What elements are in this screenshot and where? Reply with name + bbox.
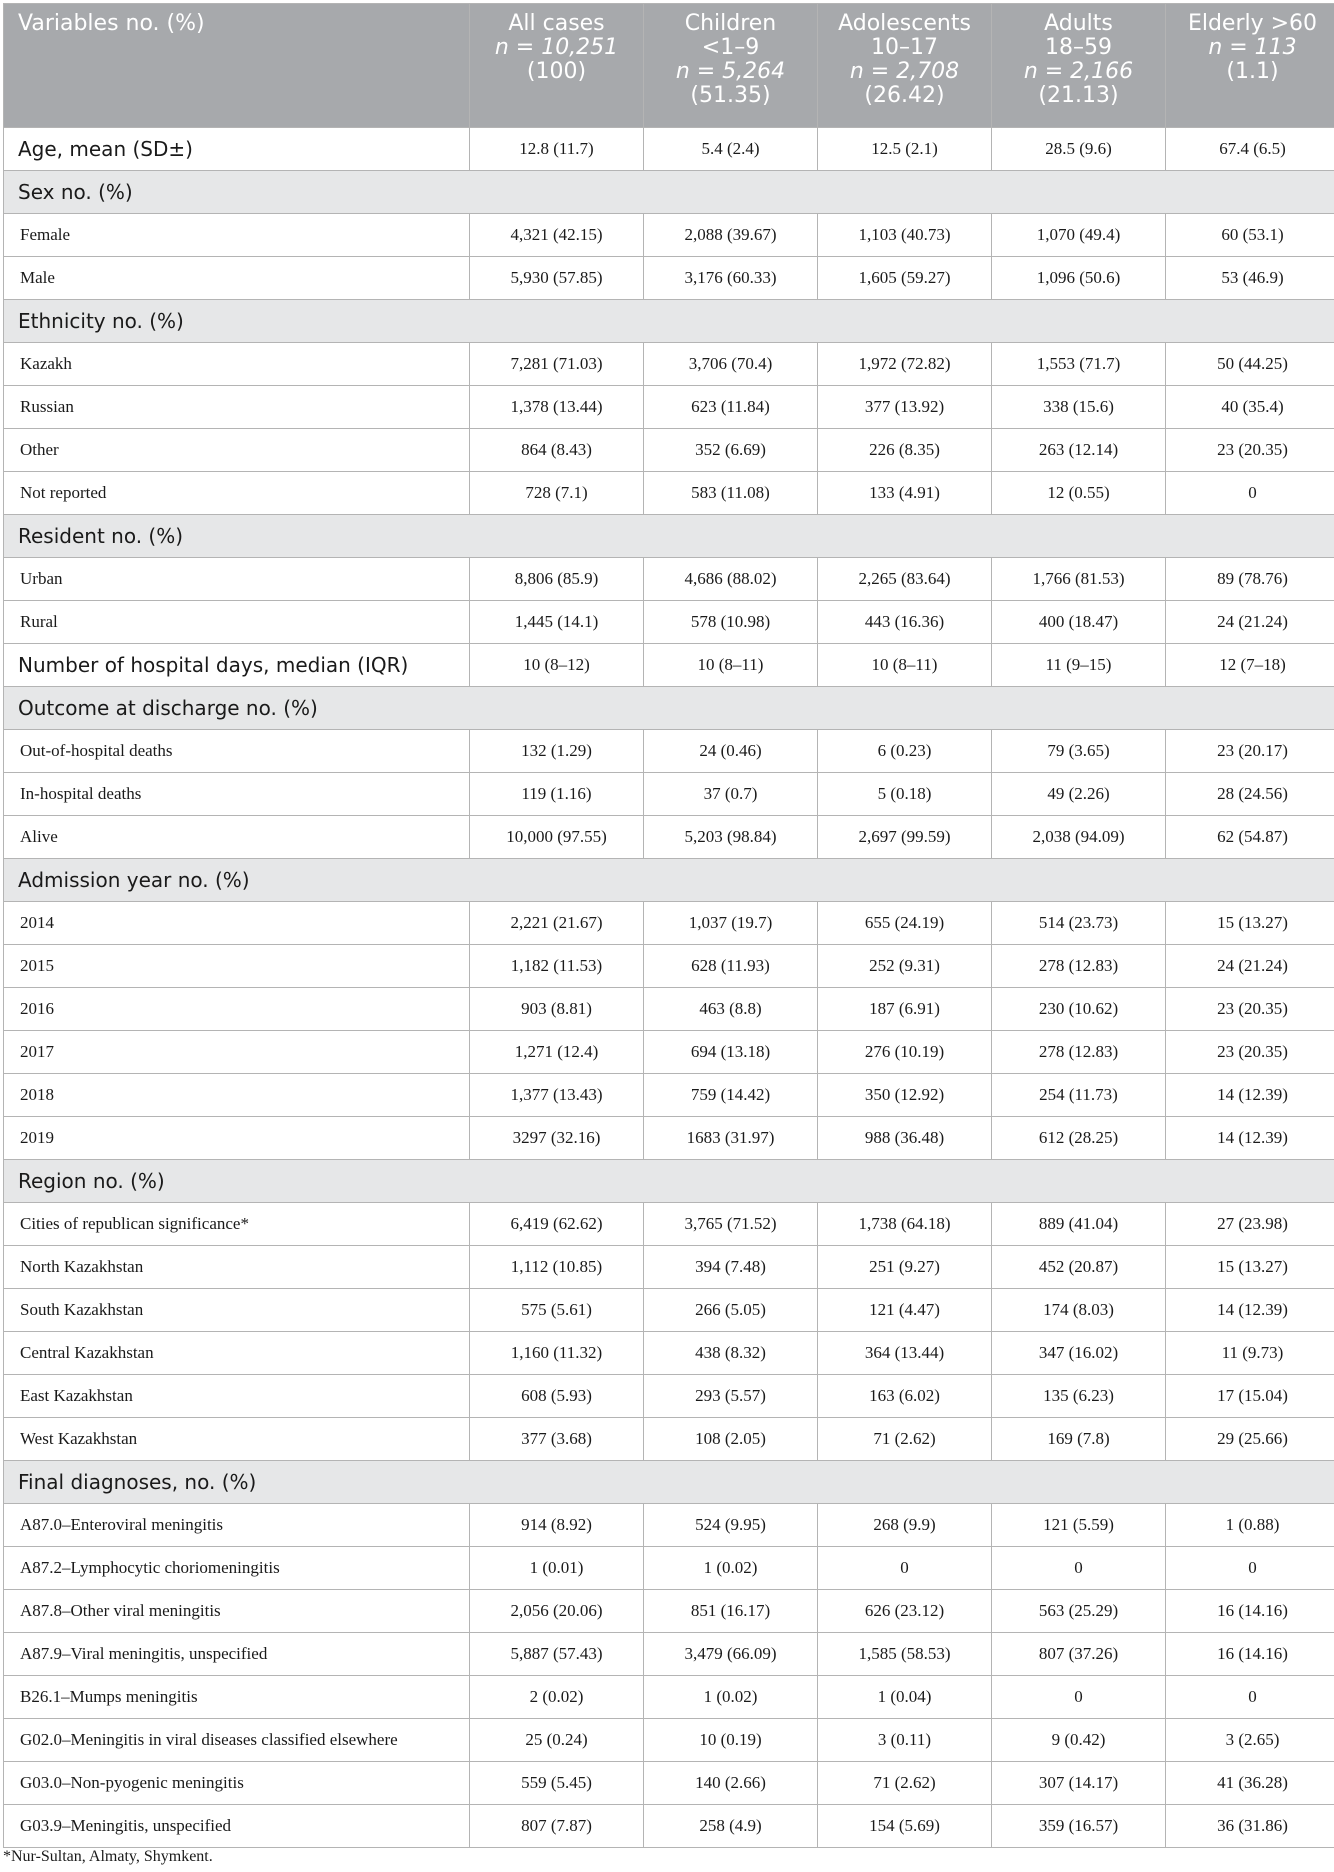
table-cell: 1,738 (64.18): [818, 1203, 992, 1246]
table-cell: 9 (0.42): [992, 1719, 1166, 1762]
table-cell: 15 (13.27): [1166, 1246, 1334, 1289]
table-cell: 1,445 (14.1): [470, 601, 644, 644]
header-line: 10–17: [871, 35, 938, 60]
table-cell: 728 (7.1): [470, 472, 644, 515]
header-line: n = 2,708: [849, 59, 960, 84]
table-cell: 17 (15.04): [1166, 1375, 1334, 1418]
table-cell: 163 (6.02): [818, 1375, 992, 1418]
table-cell: 851 (16.17): [644, 1590, 818, 1633]
table-row: [4, 1805, 1334, 1848]
table-cell: 1,096 (50.6): [992, 257, 1166, 300]
table-row: [4, 1633, 1334, 1676]
table-row: [4, 558, 1334, 601]
table-row: [4, 472, 1334, 515]
table-cell: 121 (4.47): [818, 1289, 992, 1332]
table-cell: 0: [1166, 1547, 1334, 1590]
header-all-cases: [470, 4, 644, 128]
table-cell: 1,766 (81.53): [992, 558, 1166, 601]
table-cell: 29 (25.66): [1166, 1418, 1334, 1461]
table-cell: 377 (3.68): [470, 1418, 644, 1461]
table-cell: 24 (21.24): [1166, 601, 1334, 644]
table-cell: 140 (2.66): [644, 1762, 818, 1805]
table-cell: 452 (20.87): [992, 1246, 1166, 1289]
table-cell: 3 (2.65): [1166, 1719, 1334, 1762]
table-row: [4, 1590, 1334, 1633]
table-cell: 2,697 (99.59): [818, 816, 992, 859]
table-row: [4, 1332, 1334, 1375]
row-label: Central Kazakhstan: [4, 1332, 470, 1375]
table-row: [4, 1418, 1334, 1461]
section-label: Ethnicity no. (%): [4, 300, 1334, 343]
table-cell: 16 (14.16): [1166, 1633, 1334, 1676]
header-line: <1–9: [701, 35, 760, 60]
header-children: [644, 4, 818, 128]
row-label: Male: [4, 257, 470, 300]
table-cell: 79 (3.65): [992, 730, 1166, 773]
table-cell: 5,930 (57.85): [470, 257, 644, 300]
table-cell: 11 (9–15): [992, 644, 1166, 687]
table-cell: 514 (23.73): [992, 902, 1166, 945]
table-row: [4, 343, 1334, 386]
table-cell: 5 (0.18): [818, 773, 992, 816]
section-label: Final diagnoses, no. (%): [4, 1461, 1334, 1504]
table-cell: 119 (1.16): [470, 773, 644, 816]
table-cell: 15 (13.27): [1166, 902, 1334, 945]
header-adolescents: [818, 4, 992, 128]
row-label: South Kazakhstan: [4, 1289, 470, 1332]
table-cell: 1683 (31.97): [644, 1117, 818, 1160]
table-cell: 1,605 (59.27): [818, 257, 992, 300]
table-cell: 1,972 (72.82): [818, 343, 992, 386]
table-row: [4, 1504, 1334, 1547]
table-cell: 293 (5.57): [644, 1375, 818, 1418]
table-row: [4, 988, 1334, 1031]
table-cell: 352 (6.69): [644, 429, 818, 472]
table-cell: 988 (36.48): [818, 1117, 992, 1160]
table-cell: 3 (0.11): [818, 1719, 992, 1762]
row-label: 2017: [4, 1031, 470, 1074]
table-cell: 254 (11.73): [992, 1074, 1166, 1117]
row-label: 2014: [4, 902, 470, 945]
table-cell: 338 (15.6): [992, 386, 1166, 429]
table-cell: 60 (53.1): [1166, 214, 1334, 257]
header-line: n = 5,264: [675, 59, 786, 84]
table-cell: 3,765 (71.52): [644, 1203, 818, 1246]
row-label: Age, mean (SD±): [4, 128, 470, 171]
row-label: G03.0–Non-pyogenic meningitis: [4, 1762, 470, 1805]
table-cell: 23 (20.35): [1166, 1031, 1334, 1074]
row-label: 2019: [4, 1117, 470, 1160]
header-line: Adults: [1044, 11, 1113, 36]
table-cell: 807 (7.87): [470, 1805, 644, 1848]
table-cell: 10 (0.19): [644, 1719, 818, 1762]
table-cell: 24 (21.24): [1166, 945, 1334, 988]
section-label: Admission year no. (%): [4, 859, 1334, 902]
table-cell: 559 (5.45): [470, 1762, 644, 1805]
table-cell: 14 (12.39): [1166, 1117, 1334, 1160]
table-cell: 1,553 (71.7): [992, 343, 1166, 386]
table-row: [4, 644, 1334, 687]
table-header-row: [4, 4, 1334, 128]
table-cell: 10 (8–12): [470, 644, 644, 687]
table-row: [4, 1246, 1334, 1289]
header-line: All cases: [508, 11, 605, 36]
table-row: [4, 1203, 1334, 1246]
section-label: Region no. (%): [4, 1160, 1334, 1203]
section-label: Sex no. (%): [4, 171, 1334, 214]
table-cell: 623 (11.84): [644, 386, 818, 429]
row-label: East Kazakhstan: [4, 1375, 470, 1418]
table-cell: 1 (0.04): [818, 1676, 992, 1719]
table-cell: 37 (0.7): [644, 773, 818, 816]
row-label: In-hospital deaths: [4, 773, 470, 816]
table-row: [4, 1719, 1334, 1762]
table-cell: 443 (16.36): [818, 601, 992, 644]
table-cell: 0: [992, 1547, 1166, 1590]
row-label: Number of hospital days, median (IQR): [4, 644, 470, 687]
row-label: A87.8–Other viral meningitis: [4, 1590, 470, 1633]
table-cell: 133 (4.91): [818, 472, 992, 515]
table-cell: 23 (20.35): [1166, 429, 1334, 472]
table-cell: 226 (8.35): [818, 429, 992, 472]
table-cell: 889 (41.04): [992, 1203, 1166, 1246]
row-label: Kazakh: [4, 343, 470, 386]
table-row: [4, 214, 1334, 257]
section-label: Outcome at discharge no. (%): [4, 687, 1334, 730]
table-cell: 608 (5.93): [470, 1375, 644, 1418]
table-cell: 11 (9.73): [1166, 1332, 1334, 1375]
table-cell: 1,112 (10.85): [470, 1246, 644, 1289]
table-cell: 1,585 (58.53): [818, 1633, 992, 1676]
table-cell: 132 (1.29): [470, 730, 644, 773]
table-row: [4, 945, 1334, 988]
row-label: Russian: [4, 386, 470, 429]
table-cell: 1,160 (11.32): [470, 1332, 644, 1375]
table-row: [4, 429, 1334, 472]
section-header-row: [4, 859, 1334, 902]
table-cell: 71 (2.62): [818, 1762, 992, 1805]
section-header-row: [4, 300, 1334, 343]
table-row: [4, 1375, 1334, 1418]
section-header-row: [4, 171, 1334, 214]
header-line: Adolescents: [838, 11, 971, 36]
row-label: 2016: [4, 988, 470, 1031]
table-cell: 307 (14.17): [992, 1762, 1166, 1805]
table-cell: 23 (20.17): [1166, 730, 1334, 773]
table-cell: 53 (46.9): [1166, 257, 1334, 300]
table-cell: 16 (14.16): [1166, 1590, 1334, 1633]
table-row: [4, 1074, 1334, 1117]
table-cell: 0: [818, 1547, 992, 1590]
row-label: Not reported: [4, 472, 470, 515]
table-cell: 5,203 (98.84): [644, 816, 818, 859]
header-line: (100): [526, 59, 587, 84]
table-cell: 230 (10.62): [992, 988, 1166, 1031]
table-cell: 3,176 (60.33): [644, 257, 818, 300]
table-row: [4, 816, 1334, 859]
table-cell: 89 (78.76): [1166, 558, 1334, 601]
table-cell: 24 (0.46): [644, 730, 818, 773]
table-row: [4, 1117, 1334, 1160]
row-label: West Kazakhstan: [4, 1418, 470, 1461]
row-label: North Kazakhstan: [4, 1246, 470, 1289]
table-cell: 1,378 (13.44): [470, 386, 644, 429]
data-table: [3, 3, 1334, 1848]
table-cell: 7,281 (71.03): [470, 343, 644, 386]
row-label: 2018: [4, 1074, 470, 1117]
table-cell: 278 (12.83): [992, 945, 1166, 988]
table-cell: 438 (8.32): [644, 1332, 818, 1375]
table-cell: 612 (28.25): [992, 1117, 1166, 1160]
table-cell: 2 (0.02): [470, 1676, 644, 1719]
table-cell: 2,221 (21.67): [470, 902, 644, 945]
table-cell: 364 (13.44): [818, 1332, 992, 1375]
row-label: Urban: [4, 558, 470, 601]
table-row: [4, 730, 1334, 773]
table-cell: 10,000 (97.55): [470, 816, 644, 859]
section-header-row: [4, 1461, 1334, 1504]
header-line: (51.35): [690, 83, 771, 108]
table-cell: 0: [992, 1676, 1166, 1719]
table-cell: 578 (10.98): [644, 601, 818, 644]
row-label: G03.9–Meningitis, unspecified: [4, 1805, 470, 1848]
table-cell: 10 (8–11): [644, 644, 818, 687]
table-cell: 394 (7.48): [644, 1246, 818, 1289]
table-row: [4, 1762, 1334, 1805]
table-cell: 135 (6.23): [992, 1375, 1166, 1418]
table-cell: 628 (11.93): [644, 945, 818, 988]
table-cell: 40 (35.4): [1166, 386, 1334, 429]
table-cell: 187 (6.91): [818, 988, 992, 1031]
table-cell: 71 (2.62): [818, 1418, 992, 1461]
section-label: Resident no. (%): [4, 515, 1334, 558]
table-row: [4, 386, 1334, 429]
table-cell: 276 (10.19): [818, 1031, 992, 1074]
table-cell: 27 (23.98): [1166, 1203, 1334, 1246]
table-body: [4, 128, 1334, 1848]
table-cell: 6 (0.23): [818, 730, 992, 773]
table-cell: 903 (8.81): [470, 988, 644, 1031]
table-cell: 1,103 (40.73): [818, 214, 992, 257]
table-cell: 36 (31.86): [1166, 1805, 1334, 1848]
table-cell: 174 (8.03): [992, 1289, 1166, 1332]
table-cell: 3,706 (70.4): [644, 343, 818, 386]
table-cell: 25 (0.24): [470, 1719, 644, 1762]
table-cell: 41 (36.28): [1166, 1762, 1334, 1805]
table-cell: 3,479 (66.09): [644, 1633, 818, 1676]
section-header-row: [4, 1160, 1334, 1203]
header-line: n = 2,166: [1023, 59, 1134, 84]
table-cell: 0: [1166, 1676, 1334, 1719]
table-cell: 263 (12.14): [992, 429, 1166, 472]
header-line: (21.13): [1038, 83, 1119, 108]
table-row: [4, 1289, 1334, 1332]
table-cell: 1 (0.02): [644, 1676, 818, 1719]
header-line: n = 113: [1208, 35, 1297, 60]
table-cell: 6,419 (62.62): [470, 1203, 644, 1246]
table-cell: 563 (25.29): [992, 1590, 1166, 1633]
table-cell: 23 (20.35): [1166, 988, 1334, 1031]
table-cell: 583 (11.08): [644, 472, 818, 515]
table-cell: 1 (0.02): [644, 1547, 818, 1590]
table-cell: 1 (0.88): [1166, 1504, 1334, 1547]
table-cell: 3297 (32.16): [470, 1117, 644, 1160]
table-cell: 1,271 (12.4): [470, 1031, 644, 1074]
header-line: Children: [684, 11, 777, 36]
row-label: G02.0–Meningitis in viral diseases classified elsewhere: [4, 1719, 470, 1762]
row-label: 2015: [4, 945, 470, 988]
header-adults: [992, 4, 1166, 128]
table-row: [4, 257, 1334, 300]
table-cell: 268 (9.9): [818, 1504, 992, 1547]
table-cell: 1,070 (49.4): [992, 214, 1166, 257]
table-cell: 2,038 (94.09): [992, 816, 1166, 859]
table-cell: 4,321 (42.15): [470, 214, 644, 257]
table-cell: 4,686 (88.02): [644, 558, 818, 601]
table-cell: 524 (9.95): [644, 1504, 818, 1547]
table-cell: 67.4 (6.5): [1166, 128, 1334, 171]
table-row: [4, 1547, 1334, 1590]
table-cell: 1 (0.01): [470, 1547, 644, 1590]
header-line: n = 10,251: [494, 35, 619, 60]
table-cell: 2,088 (39.67): [644, 214, 818, 257]
table-cell: 655 (24.19): [818, 902, 992, 945]
table-cell: 12.5 (2.1): [818, 128, 992, 171]
table-cell: 359 (16.57): [992, 1805, 1166, 1848]
table-cell: 258 (4.9): [644, 1805, 818, 1848]
table-cell: 1,037 (19.7): [644, 902, 818, 945]
row-label: A87.9–Viral meningitis, unspecified: [4, 1633, 470, 1676]
table-cell: 807 (37.26): [992, 1633, 1166, 1676]
table-cell: 463 (8.8): [644, 988, 818, 1031]
table-cell: 266 (5.05): [644, 1289, 818, 1332]
row-label: A87.2–Lymphocytic choriomeningitis: [4, 1547, 470, 1590]
row-label: Rural: [4, 601, 470, 644]
table-cell: 1,377 (13.43): [470, 1074, 644, 1117]
header-elderly: [1166, 4, 1334, 128]
table-cell: 12.8 (11.7): [470, 128, 644, 171]
header-line: Elderly >60: [1187, 11, 1318, 36]
section-header-row: [4, 515, 1334, 558]
table-cell: 626 (23.12): [818, 1590, 992, 1633]
table-footnote: *Nur-Sultan, Almaty, Shymkent.: [3, 1848, 213, 1865]
table-cell: 14 (12.39): [1166, 1289, 1334, 1332]
table-row: [4, 902, 1334, 945]
table-cell: 350 (12.92): [818, 1074, 992, 1117]
table-cell: 10 (8–11): [818, 644, 992, 687]
table-cell: 8,806 (85.9): [470, 558, 644, 601]
table-cell: 377 (13.92): [818, 386, 992, 429]
table-cell: 108 (2.05): [644, 1418, 818, 1461]
data-table-container: [3, 3, 1330, 1848]
table-cell: 278 (12.83): [992, 1031, 1166, 1074]
section-header-row: [4, 687, 1334, 730]
row-label: Other: [4, 429, 470, 472]
table-cell: 28.5 (9.6): [992, 128, 1166, 171]
row-label: B26.1–Mumps meningitis: [4, 1676, 470, 1719]
table-cell: 400 (18.47): [992, 601, 1166, 644]
table-cell: 14 (12.39): [1166, 1074, 1334, 1117]
table-cell: 2,056 (20.06): [470, 1590, 644, 1633]
table-cell: 154 (5.69): [818, 1805, 992, 1848]
table-cell: 2,265 (83.64): [818, 558, 992, 601]
table-cell: 759 (14.42): [644, 1074, 818, 1117]
table-cell: 864 (8.43): [470, 429, 644, 472]
table-cell: 251 (9.27): [818, 1246, 992, 1289]
row-label: Female: [4, 214, 470, 257]
table-cell: 5,887 (57.43): [470, 1633, 644, 1676]
table-row: [4, 601, 1334, 644]
table-cell: 0: [1166, 472, 1334, 515]
row-label: Alive: [4, 816, 470, 859]
table-cell: 252 (9.31): [818, 945, 992, 988]
table-row: [4, 773, 1334, 816]
header-variables: Variables no. (%): [4, 4, 470, 128]
row-label: A87.0–Enteroviral meningitis: [4, 1504, 470, 1547]
table-cell: 347 (16.02): [992, 1332, 1166, 1375]
table-cell: 694 (13.18): [644, 1031, 818, 1074]
table-cell: 12 (0.55): [992, 472, 1166, 515]
table-row: [4, 1031, 1334, 1074]
table-cell: 28 (24.56): [1166, 773, 1334, 816]
table-row: [4, 1676, 1334, 1719]
table-cell: 914 (8.92): [470, 1504, 644, 1547]
table-cell: 1,182 (11.53): [470, 945, 644, 988]
table-cell: 121 (5.59): [992, 1504, 1166, 1547]
table-cell: 50 (44.25): [1166, 343, 1334, 386]
table-row: [4, 128, 1334, 171]
row-label: Cities of republican significance*: [4, 1203, 470, 1246]
header-line: (1.1): [1226, 59, 1279, 84]
header-line: 18–59: [1045, 35, 1112, 60]
table-cell: 49 (2.26): [992, 773, 1166, 816]
table-cell: 12 (7–18): [1166, 644, 1334, 687]
row-label: Out-of-hospital deaths: [4, 730, 470, 773]
table-cell: 5.4 (2.4): [644, 128, 818, 171]
table-cell: 62 (54.87): [1166, 816, 1334, 859]
header-line: (26.42): [864, 83, 945, 108]
table-cell: 169 (7.8): [992, 1418, 1166, 1461]
table-cell: 575 (5.61): [470, 1289, 644, 1332]
